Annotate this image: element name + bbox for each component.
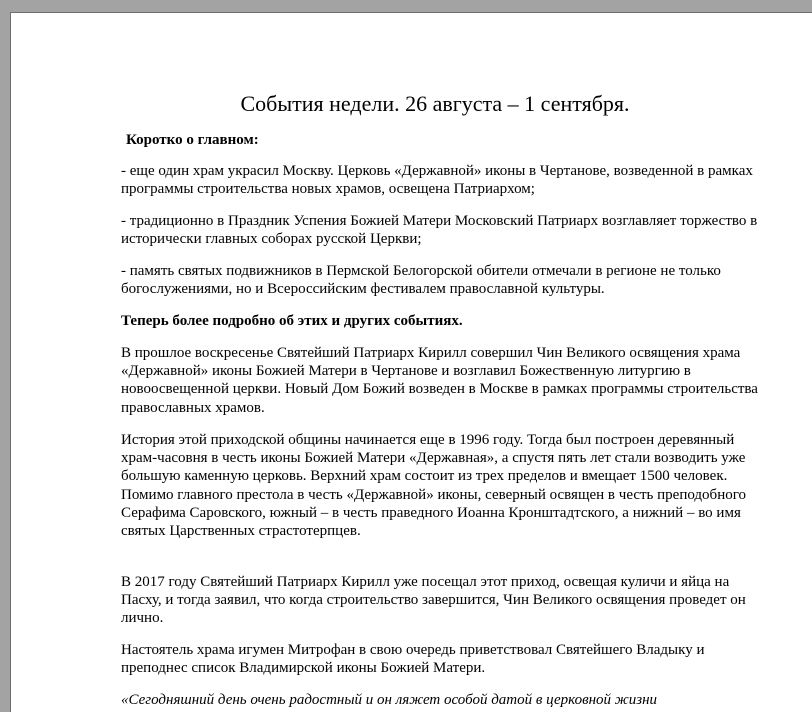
details-heading: Теперь более подробно об этих и других событиях. — [121, 313, 463, 329]
body-paragraph: Настоятель храма игумен Митрофан в свою очередь приветствовал Святейшего Владыку и преподнес список Владимирской иконы Божией Матери. — [121, 642, 705, 677]
body-paragraph: В прошлое воскресенье Святейший Патриарх Кирилл совершил Чин Великого освящения храма «Державной» иконы Божией Матери в Чертанове и возглавил Божественную литургию в новоосвещенной церкви. Новый Дом Божий возведен в Москве в рамках программы строительства православных храмов. — [121, 345, 758, 416]
body-paragraph: В 2017 году Святейший Патриарх Кирилл уже посещал этот приход, освещая куличи и яйца на Пасху, и тогда заявил, что когда строительство завершится, Чин Великого освящения проведет он лично. — [121, 574, 746, 627]
summary-bullet: - традиционно в Праздник Успения Божией Матери Московский Патриарх возглавляет торжество в исторически главных соборах русской Церкви; — [121, 213, 758, 248]
page-title: События недели. 26 августа – 1 сентября. — [240, 91, 630, 116]
body-paragraph: История этой приходской общины начинается еще в 1996 году. Тогда был построен деревянный храм-часовня в честь иконы Божией Матери «Державная», а спустя пять лет стали возводить уже большую каменную церковь. Верхний храм состоит из трех пределов и вмещает 1500 человек. Помимо главного престола в честь «Державной» иконы, северный освящен в честь преподобного Серафима Саровского, южный – в честь праведного Иоанна Кронштадтского, а нижний – во имя святых Царственных страстотерпцев. — [121, 432, 746, 540]
summary-bullet: - память святых подвижников в Пермской Белогорской обители отмечали в регионе не только богослужениями, но и Всероссийским фестивалем православной культуры. — [121, 263, 721, 298]
document-page[interactable] — [10, 12, 812, 712]
summary-bullet: - еще один храм украсил Москву. Церковь «Державной» иконы в Чертанове, возведенной в рамках программы строительства новых храмов, освещена Патриархом; — [121, 163, 753, 198]
quote-paragraph: «Сегодняшний день очень радостный и он ляжет особой датой в церковной жизни — [121, 692, 658, 708]
summary-heading: Коротко о главном: — [126, 132, 259, 148]
